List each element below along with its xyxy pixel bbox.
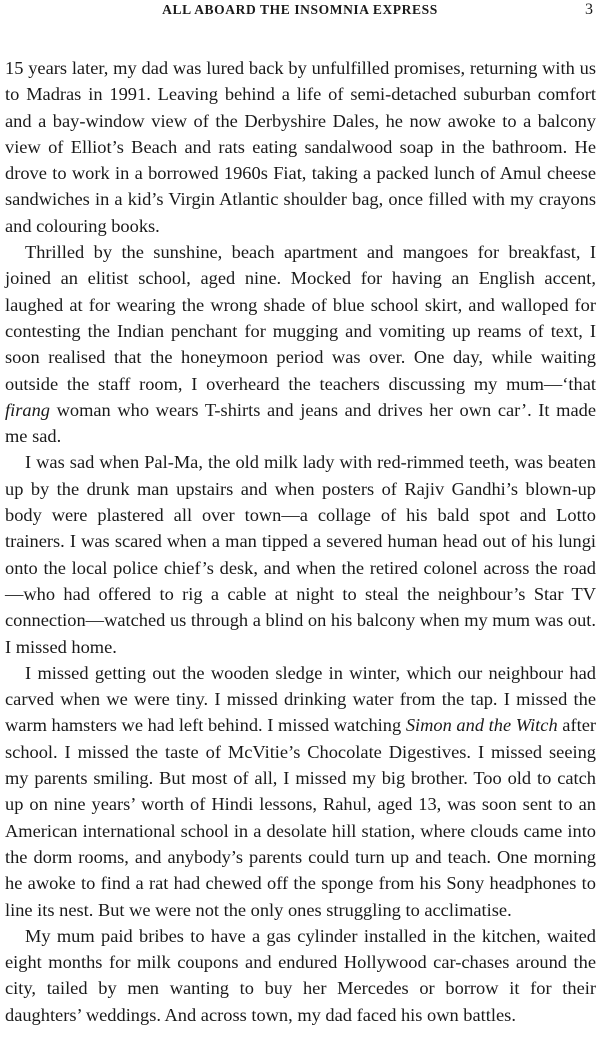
paragraph-3-text: I was sad when Pal-Ma, the old milk lady with red-rimmed teeth, was beaten up by the drunk man upstairs and when posters of Rajiv Gandhi’s blown-up body were plastered all over town—a collage of his bald spot and Lotto trainers. I was scared when a man tipped a severed human head out of his lungi onto the local police chief’s desk, and when the retired colonel across the road—who had offered to rig a cable at night to steal the neighbour’s Star TV connection—watched us through a blind on his balcony when my mum was out. I missed home. (5, 452, 596, 657)
chapter-title: ALL ABOARD THE INSOMNIA EXPRESS (162, 2, 438, 17)
paragraph-5-text: My mum paid bribes to have a gas cylinder installed in the kitchen, waited eight months for milk coupons and endured Hollywood car-chases around the city, tailed by men wanting to buy her Mercedes or borrow it for their daughters’ weddings. And across town, my dad faced his own battles. (5, 925, 596, 1025)
paragraph-5 (5, 923, 596, 1028)
page-number: 3 (585, 1, 593, 18)
paragraph-1 (5, 55, 596, 239)
paragraph-2-italic-firang: firang (5, 399, 50, 420)
paragraph-4-text-a: I missed getting out the wooden sledge in winter, which our neighbour had carved when we were tiny. I missed drinking water from the tap. I missed the warm hamsters we had left behind. I missed watching (5, 662, 596, 736)
paragraph-2-text-a: Thrilled by the sunshine, beach apartment and mangoes for breakfast, I joined an elitist school, aged nine. Mocked for having an English accent, laughed at for wearing the wrong shade of blue school skirt, and walloped for contesting the Indian penchant for mugging and vomiting up reams of text, I soon realised that the honeymoon period was over. One day, while waiting outside the staff room, I overheard the teachers discussing my mum—‘that (5, 242, 596, 394)
paragraph-2 (5, 239, 596, 449)
running-header (0, 0, 600, 24)
paragraph-1-text: 15 years later, my dad was lured back by unfulfilled promises, returning with us to Madras in 1991. Leaving behind a life of semi-detached suburban comfort and a bay-window view of the Derbyshire Dales, he now awoke to a balcony view of Elliot’s Beach and rats eating sandalwood soap in the bathroom. He drove to work in a borrowed 1960s Fiat, taking a packed lunch of Amul cheese sandwiches in a kid’s Virgin Atlantic shoulder bag, once filled with my crayons and colouring books. (5, 58, 596, 236)
paragraph-4 (5, 660, 596, 923)
paragraph-3 (5, 449, 596, 659)
paragraph-4-text-b: after school. I missed the taste of McVitie’s Chocolate Digestives. I missed seeing my parents smiling. But most of all, I missed my big brother. Too old to catch up on nine years’ worth of Hindi lessons, Rahul, aged 13, was soon sent to an American international school in a desolate hill station, where clouds came into the dorm rooms, and anybody’s parents could turn up and teach. One morning he awoke to find a rat had chewed off the sponge from his Sony headphones to line its nest. But we were not the only ones struggling to acclimatise. (5, 715, 596, 920)
body-text (5, 55, 596, 1028)
paragraph-2-text-b: woman who wears T-shirts and jeans and drives her own car’. It made me sad. (5, 399, 596, 447)
paragraph-4-italic-title: Simon and the Witch (405, 715, 558, 736)
